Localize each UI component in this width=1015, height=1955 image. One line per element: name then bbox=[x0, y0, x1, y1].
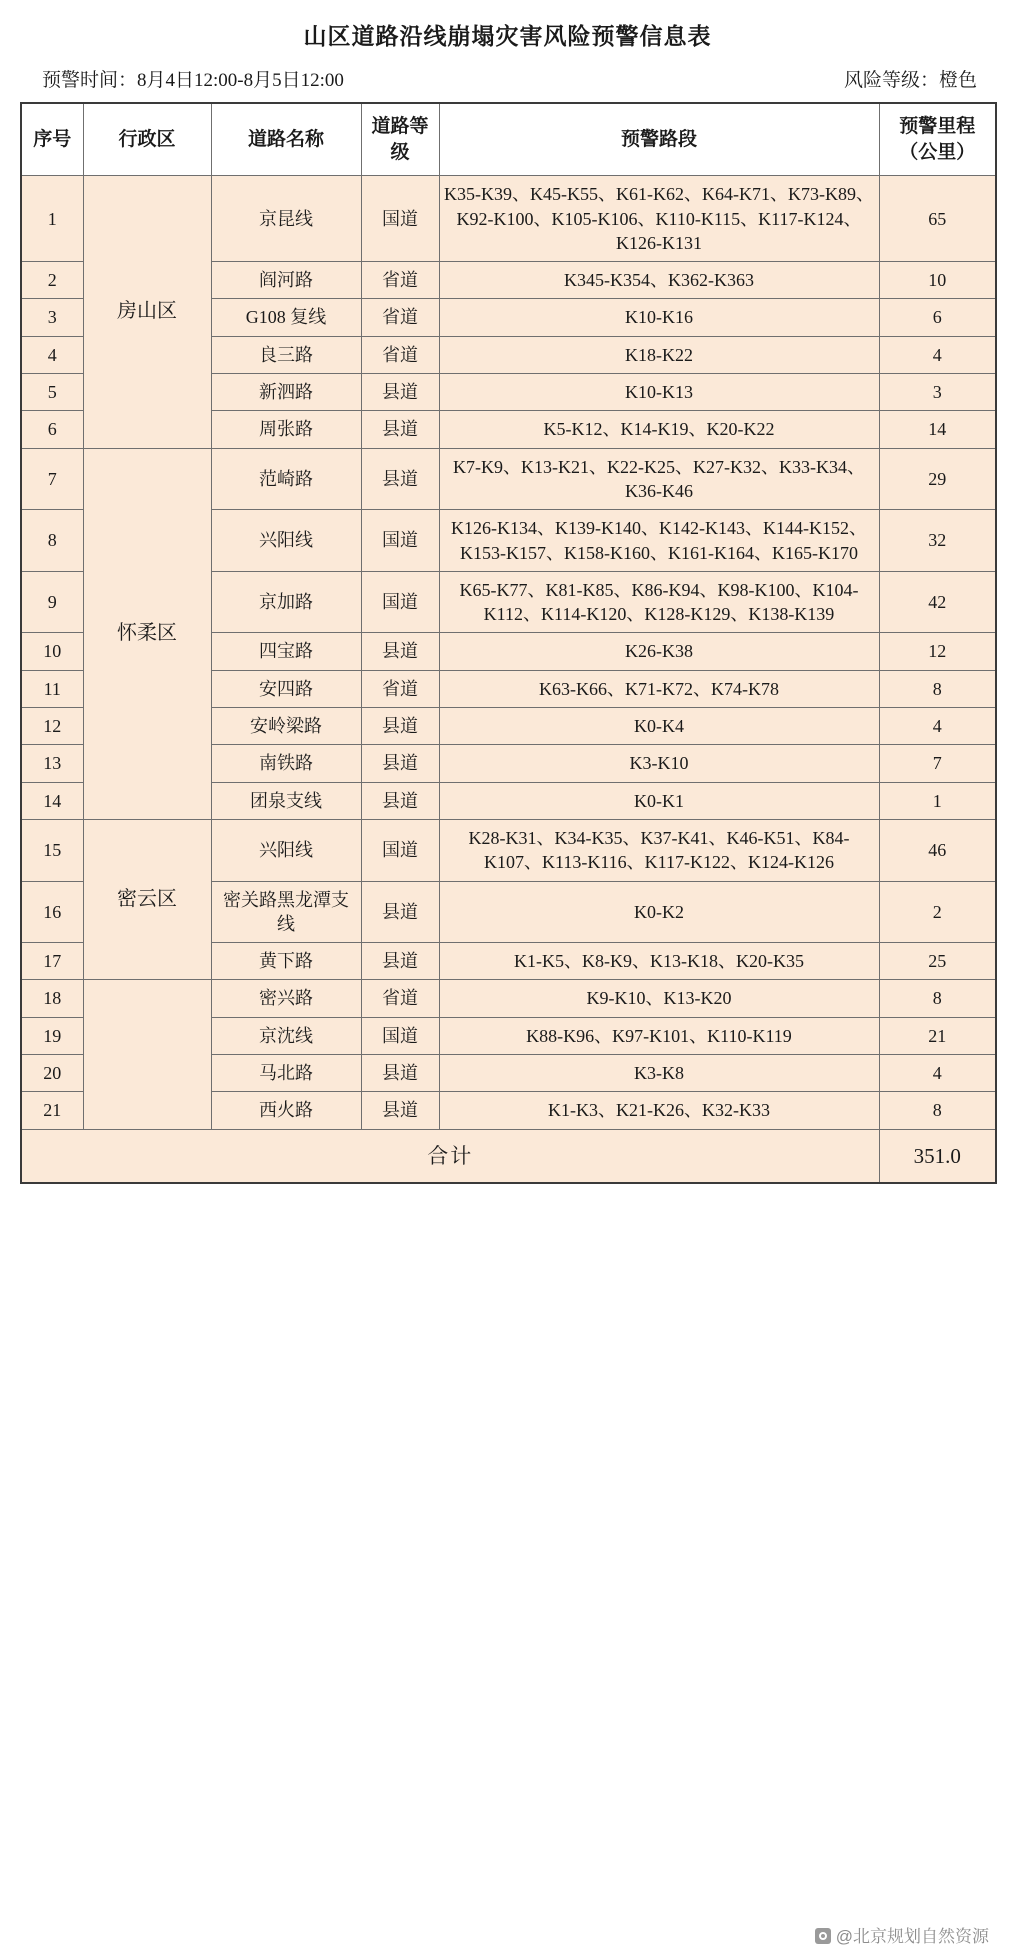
cell-segment: K1-K3、K21-K26、K32-K33 bbox=[439, 1092, 879, 1129]
cell-road-grade: 县道 bbox=[361, 1055, 439, 1092]
cell-mileage: 25 bbox=[879, 943, 996, 980]
total-value: 351.0 bbox=[879, 1129, 996, 1183]
cell-road-grade: 县道 bbox=[361, 708, 439, 745]
cell-segment: K10-K16 bbox=[439, 299, 879, 336]
cell-mileage: 21 bbox=[879, 1017, 996, 1054]
cell-segment: K7-K9、K13-K21、K22-K25、K27-K32、K33-K34、K36-K46 bbox=[439, 448, 879, 510]
document-meta bbox=[20, 65, 995, 102]
cell-segment: K35-K39、K45-K55、K61-K62、K64-K71、K73-K89、K92-K100、K105-K106、K110-K115、K117-K124、K126-K131 bbox=[439, 176, 879, 262]
cell-no: 3 bbox=[21, 299, 83, 336]
cell-district: 怀柔区 bbox=[83, 448, 211, 819]
cell-mileage: 8 bbox=[879, 670, 996, 707]
table-total-row bbox=[21, 1129, 996, 1183]
cell-segment: K3-K10 bbox=[439, 745, 879, 782]
cell-road-grade: 县道 bbox=[361, 782, 439, 819]
column-header-road-name: 道路名称 bbox=[211, 103, 361, 176]
table-row bbox=[21, 176, 996, 262]
cell-road-name: 京昆线 bbox=[211, 176, 361, 262]
cell-road-name: 密兴路 bbox=[211, 980, 361, 1017]
cell-no: 18 bbox=[21, 980, 83, 1017]
column-header-no: 序号 bbox=[21, 103, 83, 176]
cell-no: 10 bbox=[21, 633, 83, 670]
cell-mileage: 10 bbox=[879, 262, 996, 299]
cell-road-grade: 县道 bbox=[361, 943, 439, 980]
cell-road-grade: 县道 bbox=[361, 881, 439, 943]
cell-road-grade: 县道 bbox=[361, 448, 439, 510]
column-header-segment: 预警路段 bbox=[439, 103, 879, 176]
cell-segment: K0-K4 bbox=[439, 708, 879, 745]
cell-road-name: 南铁路 bbox=[211, 745, 361, 782]
cell-segment: K126-K134、K139-K140、K142-K143、K144-K152、K153-K157、K158-K160、K161-K164、K165-K170 bbox=[439, 510, 879, 572]
cell-road-name: 京加路 bbox=[211, 571, 361, 633]
cell-mileage: 2 bbox=[879, 881, 996, 943]
cell-segment: K65-K77、K81-K85、K86-K94、K98-K100、K104-K112、K114-K120、K128-K129、K138-K139 bbox=[439, 571, 879, 633]
cell-road-name: 京沈线 bbox=[211, 1017, 361, 1054]
cell-road-name: 西火路 bbox=[211, 1092, 361, 1129]
column-header-mileage: 预警里程（公里） bbox=[879, 103, 996, 176]
cell-no: 8 bbox=[21, 510, 83, 572]
cell-road-name: 团泉支线 bbox=[211, 782, 361, 819]
cell-segment: K0-K1 bbox=[439, 782, 879, 819]
cell-no: 1 bbox=[21, 176, 83, 262]
cell-segment: K0-K2 bbox=[439, 881, 879, 943]
cell-road-name: 兴阳线 bbox=[211, 819, 361, 881]
cell-mileage: 8 bbox=[879, 1092, 996, 1129]
cell-segment: K63-K66、K71-K72、K74-K78 bbox=[439, 670, 879, 707]
table-body bbox=[21, 176, 996, 1183]
column-header-road-grade: 道路等级 bbox=[361, 103, 439, 176]
cell-road-name: 黄下路 bbox=[211, 943, 361, 980]
cell-road-grade: 省道 bbox=[361, 336, 439, 373]
cell-no: 21 bbox=[21, 1092, 83, 1129]
cell-mileage: 29 bbox=[879, 448, 996, 510]
cell-no: 17 bbox=[21, 943, 83, 980]
cell-segment: K28-K31、K34-K35、K37-K41、K46-K51、K84-K107、K113-K116、K117-K122、K124-K126 bbox=[439, 819, 879, 881]
cell-segment: K88-K96、K97-K101、K110-K119 bbox=[439, 1017, 879, 1054]
cell-road-name: 密关路黑龙潭支线 bbox=[211, 881, 361, 943]
warning-time: 预警时间：8月4日12:00-8月5日12:00 bbox=[42, 70, 344, 91]
cell-mileage: 8 bbox=[879, 980, 996, 1017]
cell-road-name: 阎河路 bbox=[211, 262, 361, 299]
cell-road-grade: 县道 bbox=[361, 633, 439, 670]
cell-road-name: 良三路 bbox=[211, 336, 361, 373]
cell-road-name: 马北路 bbox=[211, 1055, 361, 1092]
cell-mileage: 46 bbox=[879, 819, 996, 881]
cell-segment: K26-K38 bbox=[439, 633, 879, 670]
cell-segment: K3-K8 bbox=[439, 1055, 879, 1092]
cell-mileage: 42 bbox=[879, 571, 996, 633]
cell-no: 4 bbox=[21, 336, 83, 373]
cell-mileage: 4 bbox=[879, 1055, 996, 1092]
cell-road-grade: 省道 bbox=[361, 299, 439, 336]
column-header-district: 行政区 bbox=[83, 103, 211, 176]
cell-no: 16 bbox=[21, 881, 83, 943]
watermark bbox=[815, 1922, 989, 1947]
warning-table bbox=[20, 102, 997, 1184]
cell-road-grade: 省道 bbox=[361, 670, 439, 707]
cell-road-name: 范崎路 bbox=[211, 448, 361, 510]
cell-road-grade: 国道 bbox=[361, 176, 439, 262]
cell-mileage: 6 bbox=[879, 299, 996, 336]
watermark-logo-icon bbox=[815, 1928, 831, 1944]
cell-district bbox=[83, 980, 211, 1129]
cell-no: 5 bbox=[21, 374, 83, 411]
cell-segment: K9-K10、K13-K20 bbox=[439, 980, 879, 1017]
cell-district: 房山区 bbox=[83, 176, 211, 448]
cell-road-name: 四宝路 bbox=[211, 633, 361, 670]
cell-segment: K345-K354、K362-K363 bbox=[439, 262, 879, 299]
table-header bbox=[21, 103, 996, 176]
cell-road-grade: 国道 bbox=[361, 1017, 439, 1054]
cell-mileage: 4 bbox=[879, 336, 996, 373]
cell-road-grade: 国道 bbox=[361, 510, 439, 572]
cell-road-name: 周张路 bbox=[211, 411, 361, 448]
cell-segment: K1-K5、K8-K9、K13-K18、K20-K35 bbox=[439, 943, 879, 980]
cell-no: 12 bbox=[21, 708, 83, 745]
cell-road-name: 安四路 bbox=[211, 670, 361, 707]
cell-no: 19 bbox=[21, 1017, 83, 1054]
cell-no: 13 bbox=[21, 745, 83, 782]
table-row bbox=[21, 819, 996, 881]
cell-road-name: 兴阳线 bbox=[211, 510, 361, 572]
cell-district: 密云区 bbox=[83, 819, 211, 979]
cell-no: 6 bbox=[21, 411, 83, 448]
cell-mileage: 12 bbox=[879, 633, 996, 670]
cell-road-name: 新泗路 bbox=[211, 374, 361, 411]
cell-mileage: 4 bbox=[879, 708, 996, 745]
cell-road-name: 安岭梁路 bbox=[211, 708, 361, 745]
cell-road-grade: 国道 bbox=[361, 571, 439, 633]
cell-mileage: 14 bbox=[879, 411, 996, 448]
cell-road-grade: 县道 bbox=[361, 1092, 439, 1129]
cell-mileage: 32 bbox=[879, 510, 996, 572]
cell-mileage: 1 bbox=[879, 782, 996, 819]
cell-segment: K5-K12、K14-K19、K20-K22 bbox=[439, 411, 879, 448]
table-row bbox=[21, 980, 996, 1017]
cell-no: 7 bbox=[21, 448, 83, 510]
cell-no: 20 bbox=[21, 1055, 83, 1092]
table-header-row bbox=[21, 103, 996, 176]
table-row bbox=[21, 448, 996, 510]
cell-no: 9 bbox=[21, 571, 83, 633]
cell-no: 11 bbox=[21, 670, 83, 707]
cell-road-grade: 国道 bbox=[361, 819, 439, 881]
cell-road-grade: 省道 bbox=[361, 262, 439, 299]
total-label: 合计 bbox=[21, 1129, 879, 1183]
page-title: 山区道路沿线崩塌灾害风险预警信息表 bbox=[303, 23, 712, 49]
cell-no: 14 bbox=[21, 782, 83, 819]
cell-road-grade: 县道 bbox=[361, 745, 439, 782]
cell-road-grade: 省道 bbox=[361, 980, 439, 1017]
cell-segment: K18-K22 bbox=[439, 336, 879, 373]
cell-mileage: 3 bbox=[879, 374, 996, 411]
cell-mileage: 7 bbox=[879, 745, 996, 782]
cell-no: 2 bbox=[21, 262, 83, 299]
risk-level: 风险等级：橙色 bbox=[843, 70, 977, 91]
cell-road-name: G108 复线 bbox=[211, 299, 361, 336]
watermark-text: @北京规划自然资源 bbox=[835, 1927, 989, 1946]
cell-segment: K10-K13 bbox=[439, 374, 879, 411]
cell-road-grade: 县道 bbox=[361, 411, 439, 448]
cell-no: 15 bbox=[21, 819, 83, 881]
cell-road-grade: 县道 bbox=[361, 374, 439, 411]
cell-mileage: 65 bbox=[879, 176, 996, 262]
